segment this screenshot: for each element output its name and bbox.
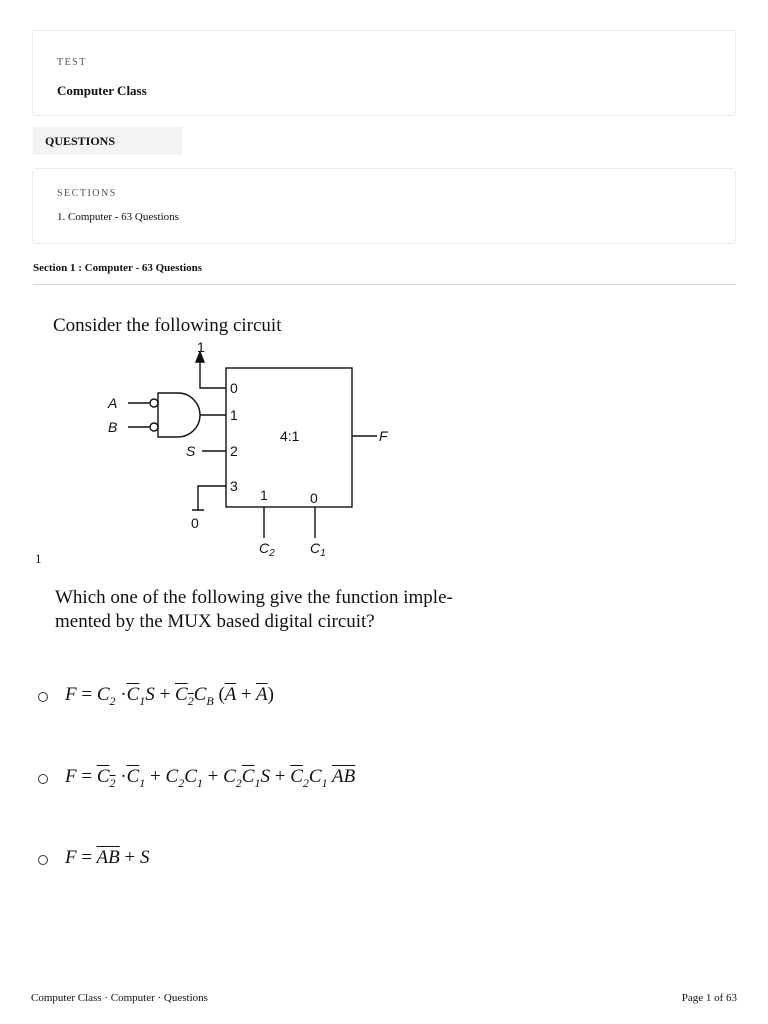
in3-label: 3	[230, 478, 238, 494]
in2-label: 2	[230, 443, 238, 459]
option-1-formula: $F = C_2 \cdot\overline{C}_1S + C_2C_B$ $(\overline{A} + \overline{A})$	[65, 684, 274, 708]
ground-label: 0	[191, 515, 199, 531]
label-f: F	[379, 428, 388, 444]
test-card	[32, 30, 736, 116]
sections-eyebrow: SECTIONS	[57, 188, 117, 199]
test-eyebrow: TEST	[57, 57, 87, 68]
divider	[33, 284, 736, 285]
mux-label: 4:1	[280, 428, 300, 444]
option-3-formula: $F = \overline{AB} + S$	[65, 847, 150, 868]
in1-label: 1	[230, 407, 238, 423]
footer-breadcrumb: Computer Class · Computer · Questions	[31, 992, 208, 1004]
in0-label: 0	[230, 380, 238, 396]
mux-circuit-diagram	[90, 338, 410, 563]
invert-bubble-b	[150, 423, 158, 431]
invert-bubble-a	[150, 399, 158, 407]
radio-button[interactable]	[38, 692, 48, 702]
and-gate	[158, 393, 200, 437]
sel1-label: 1	[260, 487, 268, 503]
question-text	[55, 586, 515, 634]
label-c2: $C_2$	[259, 540, 275, 559]
radio-button[interactable]	[38, 774, 48, 784]
label-b: B	[108, 419, 118, 435]
question-intro: Consider the following circuit	[53, 315, 282, 336]
tab-questions[interactable]: QUESTIONS	[33, 127, 182, 155]
question-number: 1	[35, 551, 42, 566]
option-2-formula: $F = C_2 \cdot\overline{C}_1 + C_2C_1 + C_2\overline{C}_1S + \overline{C}_2C_1$ $\overline{AB}$	[65, 766, 356, 790]
input3-wire	[192, 486, 226, 510]
question-text-line2: mented by the MUX based digital circuit?	[55, 611, 375, 632]
section-heading: Section 1 : Computer - 63 Questions	[33, 262, 203, 274]
question-text-line1: Which one of the following give the function imple-	[55, 587, 453, 608]
test-title: Computer Class	[57, 83, 147, 98]
label-a: A	[108, 395, 118, 411]
radio-button[interactable]	[38, 855, 48, 865]
page-indicator: Page 1 of 63	[681, 992, 737, 1004]
sections-card	[32, 168, 736, 244]
sel0-label: 0	[310, 490, 318, 506]
label-c1: $C_1$	[310, 540, 326, 559]
label-s: S	[186, 443, 196, 459]
top-input-label: 1	[197, 339, 205, 355]
section-link-computer[interactable]: 1. Computer - 63 Questions	[57, 211, 179, 223]
